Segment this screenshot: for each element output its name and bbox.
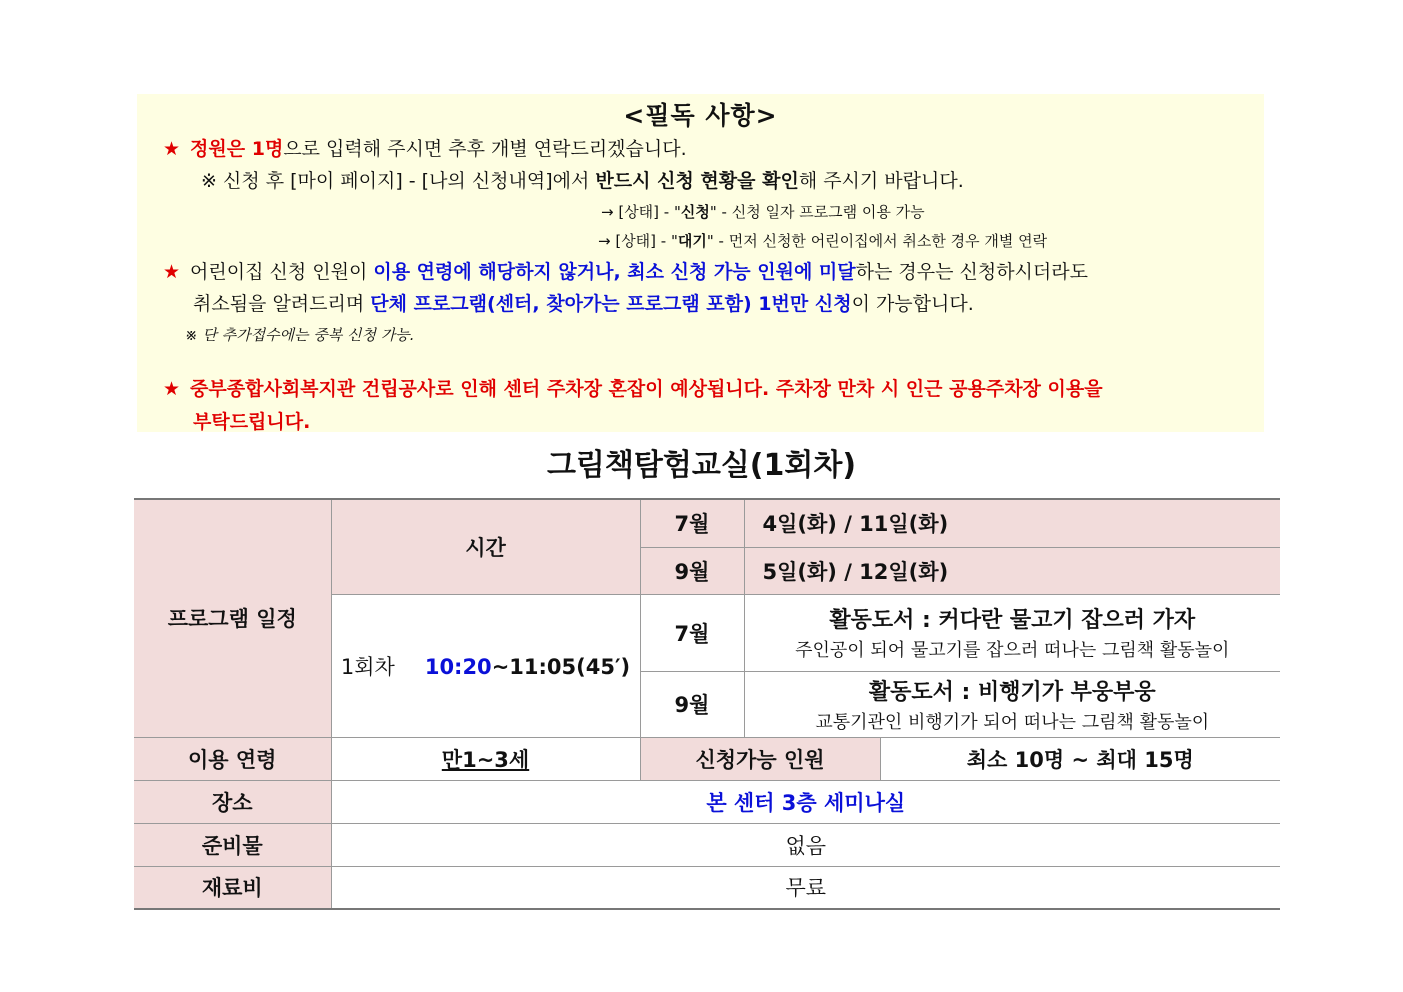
month-9: 9월	[640, 547, 744, 594]
notice-line-7: ※ 단 추가접수에는 중복 신청 가능.	[185, 326, 415, 344]
book-7: 활동도서 : 커다란 물고기 잡으러 가자 주인공이 되어 물고기를 잡으러 떠나는 그림책 활동놀이	[744, 594, 1280, 671]
dates-9: 5일(화) / 12일(화)	[744, 547, 1280, 594]
capacity-value: 최소 10명 ~ 최대 15명	[880, 737, 1280, 780]
fee-value: 무료	[331, 866, 1280, 909]
place-value: 본 센터 3층 세미나실	[331, 780, 1280, 823]
star-icon: ★	[163, 261, 181, 283]
prep-label: 준비물	[134, 823, 331, 866]
age-label: 이용 연령	[134, 737, 331, 780]
notice-title: <필독 사항>	[623, 101, 778, 130]
month-7: 7월	[640, 499, 744, 547]
notice-line-2: ※ 신청 후 [마이 페이지] - [나의 신청내역]에서 반드시 신청 현황을 확인해 주시기 바랍니다.	[201, 170, 964, 192]
time-header: 시간	[331, 499, 640, 594]
age-value: 만1~3세	[331, 737, 640, 780]
book-9: 활동도서 : 비행기가 부웅부웅 교통기관인 비행기가 되어 떠나는 그림책 활동놀이	[744, 671, 1280, 737]
fee-label: 재료비	[134, 866, 331, 909]
notice-line-8: ★ 중부종합사회복지관 건립공사로 인해 센터 주차장 혼잡이 예상됩니다. 주차장 만차 시 인근 공용주차장 이용을	[163, 378, 1103, 400]
notice-line-6: 취소됨을 알려드리며 단체 프로그램(센터, 찾아가는 프로그램 포함) 1번만 신청이 가능합니다.	[193, 293, 974, 315]
schedule-table	[134, 498, 1280, 910]
book-month-7: 7월	[640, 594, 744, 671]
dates-7: 4일(화) / 11일(화)	[744, 499, 1280, 547]
notice-line-5: ★ 어린이집 신청 인원이 이용 연령에 해당하지 않거나, 최소 신청 가능 인원에 미달하는 경우는 신청하시더라도	[163, 261, 1088, 283]
star-icon: ★	[163, 138, 181, 160]
book-month-9: 9월	[640, 671, 744, 737]
notice-line-1: ★ 정원은 1명으로 입력해 주시면 추후 개별 연락드리겠습니다.	[163, 138, 687, 160]
session-time: 1회차 10:20~11:05(45′)	[331, 594, 640, 737]
notice-status-apply: → [상태] - "신청" - 신청 일자 프로그램 이용 가능	[601, 203, 925, 221]
capacity-label: 신청가능 인원	[640, 737, 880, 780]
notice-box	[137, 94, 1264, 432]
notice-status-wait: → [상태] - "대기" - 먼저 신청한 어린이집에서 취소한 경우 개별 연락	[598, 232, 1048, 250]
prep-value: 없음	[331, 823, 1280, 866]
place-label: 장소	[134, 780, 331, 823]
notice-line-9: 부탁드립니다.	[193, 411, 311, 433]
schedule-label: 프로그램 일정	[134, 499, 331, 737]
program-title: 그림책탐험교실(1회차)	[546, 448, 857, 483]
star-icon: ★	[163, 378, 181, 400]
